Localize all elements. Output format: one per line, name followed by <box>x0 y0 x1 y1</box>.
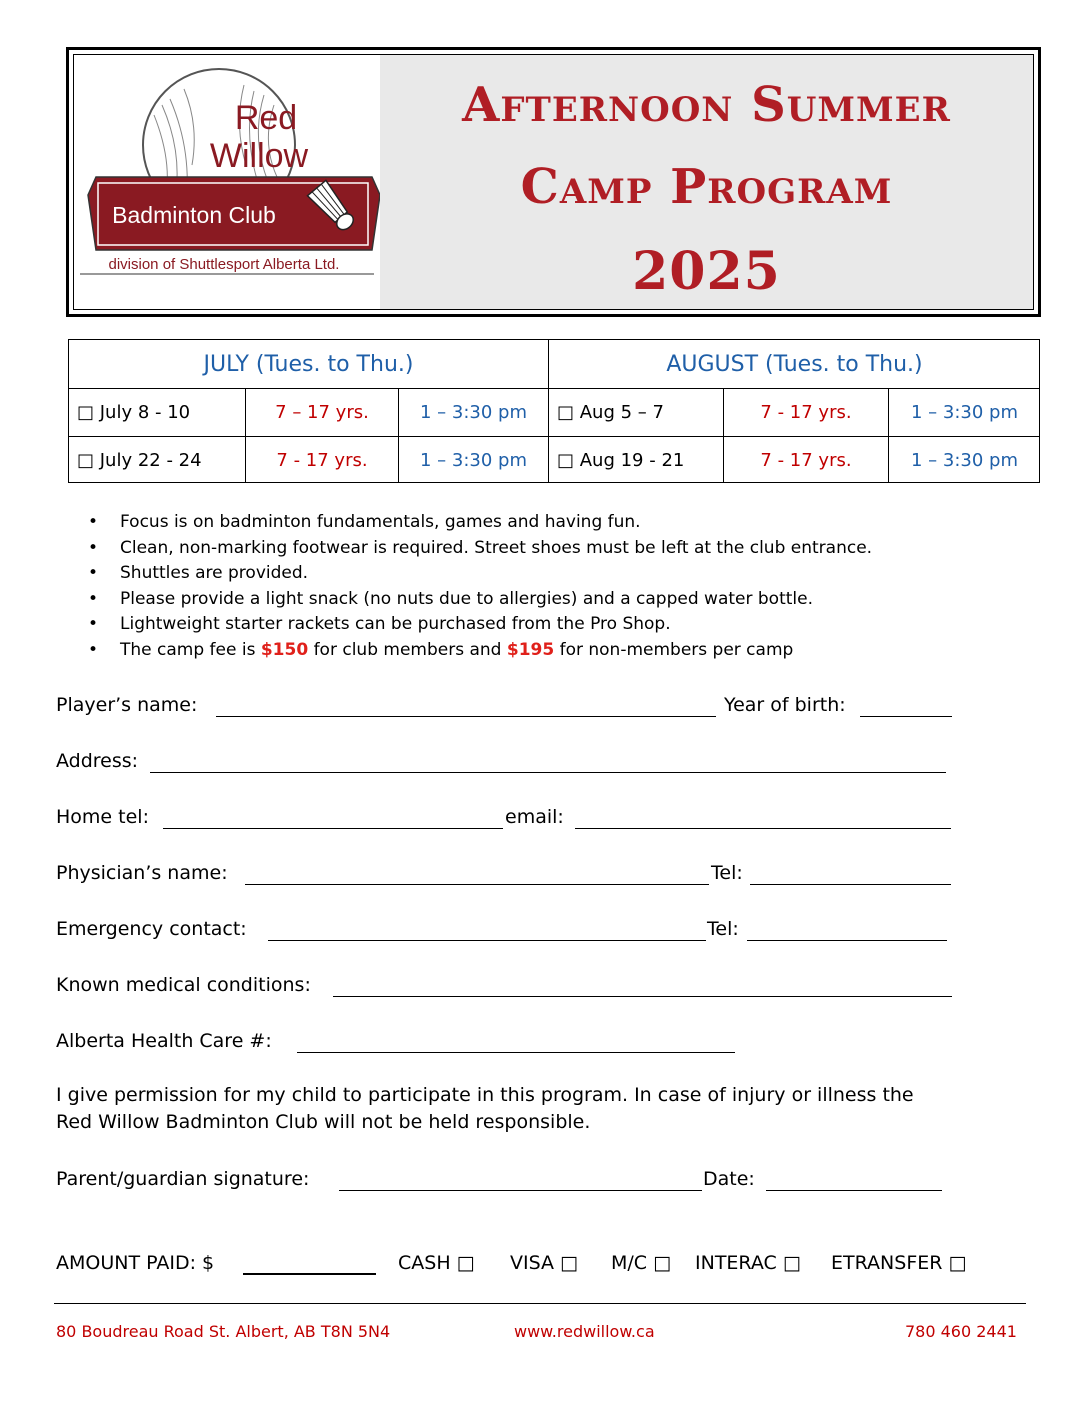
logo-graphic <box>74 55 380 313</box>
mc-checkbox[interactable]: M/C □ <box>611 1252 672 1274</box>
july-heading: JULY (Tues. to Thu.) <box>69 340 549 389</box>
july-session-2-date[interactable]: □ July 22 - 24 <box>69 437 246 483</box>
club-logo <box>74 55 380 309</box>
logo-text-willow: Willow <box>209 137 309 175</box>
player-name-label: Player’s name: <box>56 694 198 716</box>
etransfer-checkbox[interactable]: ETRANSFER □ <box>831 1252 967 1274</box>
aug-session-2-age: 7 - 17 yrs. <box>724 437 889 483</box>
aug-session-1-age: 7 - 17 yrs. <box>724 389 889 437</box>
title-panel <box>380 55 1033 309</box>
physician-tel-field[interactable] <box>750 884 951 885</box>
july-session-2-time: 1 – 3:30 pm <box>399 437 549 483</box>
aug-session-1-time: 1 – 3:30 pm <box>889 389 1040 437</box>
amount-paid-field[interactable] <box>243 1273 376 1275</box>
list-item: • Focus is on badminton fundamentals, games and having fun. <box>88 510 1048 536</box>
member-fee: $150 <box>260 639 309 660</box>
emergency-tel-label: Tel: <box>707 918 739 940</box>
footer-address: 80 Boudreau Road St. Albert, AB T8N 5N4 <box>56 1322 391 1341</box>
page-title-line-1: Afternoon Summer <box>462 77 951 133</box>
list-item: • Shuttles are provided. <box>88 561 1048 587</box>
physician-tel-label: Tel: <box>711 862 743 884</box>
list-item: • Please provide a light snack (no nuts due to allergies) and a capped water bottle. <box>88 587 1048 613</box>
list-item: • Clean, non-marking footwear is required. Street shoes must be left at the club entrance. <box>88 536 1048 562</box>
address-field[interactable] <box>150 772 946 773</box>
medical-conditions-label: Known medical conditions: <box>56 974 311 996</box>
july-session-1-age: 7 – 17 yrs. <box>246 389 399 437</box>
fee-text-post: for non-members per camp <box>554 639 794 660</box>
logo-division-text: division of Shuttlesport Alberta Ltd. <box>108 256 340 273</box>
emergency-tel-field[interactable] <box>747 940 947 941</box>
date-label: Date: <box>703 1168 755 1190</box>
email-field[interactable] <box>575 828 951 829</box>
list-item: • Lightweight starter rackets can be purchased from the Pro Shop. <box>88 612 1048 638</box>
camp-info-list <box>88 510 1048 664</box>
signature-field[interactable] <box>339 1190 702 1191</box>
cash-checkbox[interactable]: CASH □ <box>398 1252 475 1274</box>
header-box <box>66 47 1041 317</box>
fee-text-mid: for club members and <box>308 639 507 660</box>
permission-line-2: Red Willow Badminton Club will not be held responsible. <box>56 1111 591 1133</box>
medical-conditions-field[interactable] <box>333 996 952 997</box>
schedule-table <box>68 339 1040 483</box>
footer-divider <box>54 1303 1026 1304</box>
aug-session-2-date[interactable]: □ Aug 19 - 21 <box>549 437 724 483</box>
august-heading: AUGUST (Tues. to Thu.) <box>549 340 1040 389</box>
list-item-fee <box>88 638 1048 664</box>
permission-statement <box>56 1082 1016 1136</box>
page-title-line-2: Camp Program <box>520 159 893 215</box>
page-title-year: 2025 <box>632 241 781 302</box>
home-tel-label: Home tel: <box>56 806 149 828</box>
emergency-contact-field[interactable] <box>268 940 706 941</box>
address-label: Address: <box>56 750 139 772</box>
aug-session-2-time: 1 – 3:30 pm <box>911 449 1018 471</box>
date-field[interactable] <box>766 1190 942 1191</box>
visa-checkbox[interactable]: VISA □ <box>510 1252 579 1274</box>
amount-paid-label: AMOUNT PAID: $ <box>56 1252 215 1274</box>
july-session-1-time: 1 – 3:30 pm <box>399 389 549 437</box>
aug-session-1-date[interactable]: □ Aug 5 – 7 <box>549 389 724 437</box>
health-care-field[interactable] <box>297 1052 735 1053</box>
july-session-2-age: 7 - 17 yrs. <box>246 437 399 483</box>
footer-website[interactable]: www.redwillow.ca <box>514 1322 655 1341</box>
logo-badminton-club: Badminton Club <box>112 202 276 228</box>
signature-label: Parent/guardian signature: <box>56 1168 310 1190</box>
email-label: email: <box>505 806 564 828</box>
year-of-birth-field[interactable] <box>860 716 952 717</box>
year-of-birth-label: Year of birth: <box>724 694 846 716</box>
player-name-field[interactable] <box>216 716 716 717</box>
nonmember-fee: $195 <box>506 639 555 660</box>
health-care-label: Alberta Health Care #: <box>56 1030 272 1052</box>
home-tel-field[interactable] <box>163 828 503 829</box>
physician-name-label: Physician’s name: <box>56 862 228 884</box>
interac-checkbox[interactable]: INTERAC □ <box>695 1252 801 1274</box>
july-session-1-date[interactable]: □ July 8 - 10 <box>69 389 246 437</box>
physician-name-field[interactable] <box>245 884 709 885</box>
footer-phone: 780 460 2441 <box>905 1322 1017 1341</box>
emergency-contact-label: Emergency contact: <box>56 918 247 940</box>
logo-text-red: Red <box>234 99 298 137</box>
fee-text-pre: The camp fee is <box>120 639 261 660</box>
permission-line-1: I give permission for my child to participate in this program. In case of injury or illness the <box>56 1084 914 1106</box>
header-inner-frame <box>73 54 1034 310</box>
